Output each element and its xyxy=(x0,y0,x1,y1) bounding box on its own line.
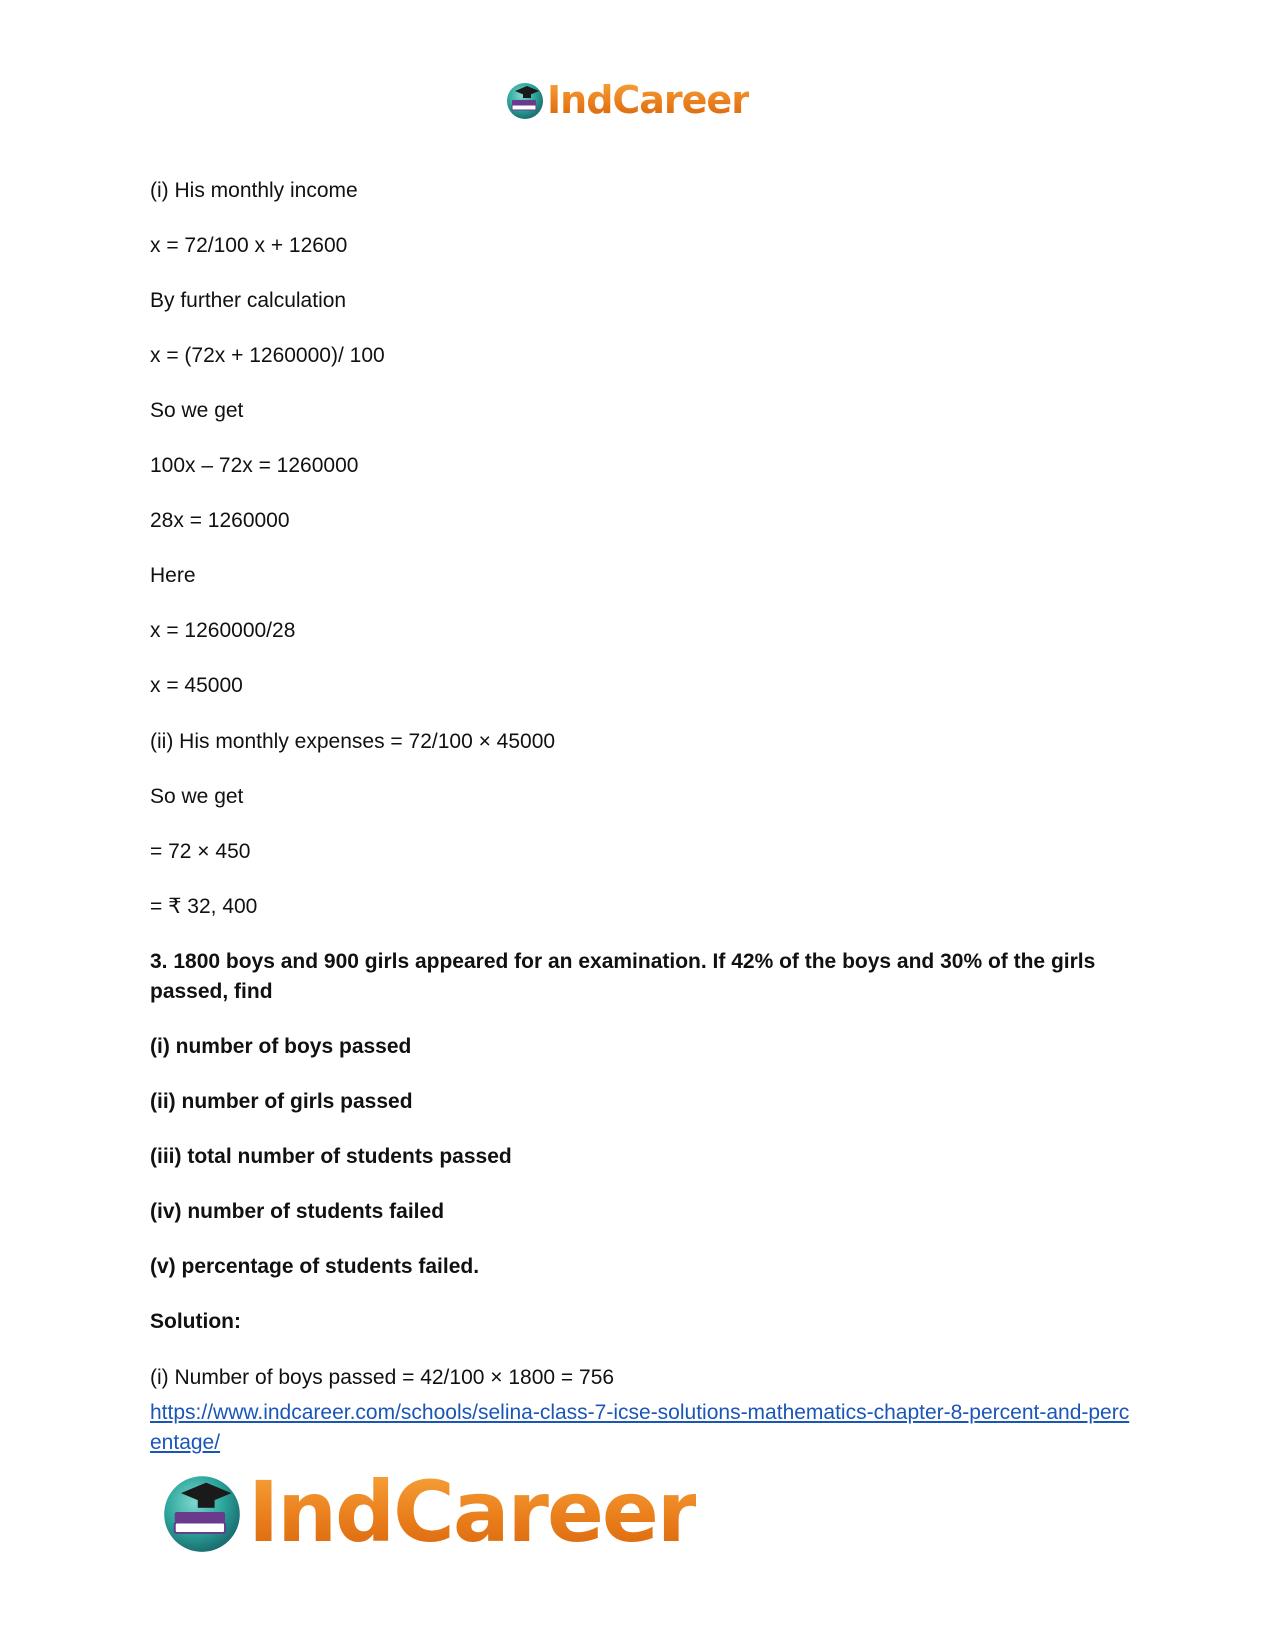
source-link[interactable]: https://www.indcareer.com/schools/selina-class-7-icse-solutions-mathematics-chapter-8-percent-and-percentage/ xyxy=(150,1401,1130,1454)
indcareer-logo-bottom xyxy=(160,1463,697,1561)
question-text: 3. 1800 boys and 900 girls appeared for an examination. If 42% of the boys and 30% of the girls passed, find xyxy=(150,950,1096,1003)
text-line: x = 1260000/28 xyxy=(150,619,296,642)
logo-wordmark: IndCareer xyxy=(547,78,749,122)
logo-wordmark: IndCareer xyxy=(248,1463,697,1561)
question-part: (ii) number of girls passed xyxy=(150,1090,413,1113)
text-line: So we get xyxy=(150,399,244,422)
text-line: x = (72x + 1260000)/ 100 xyxy=(150,344,385,367)
question-part: (iv) number of students failed xyxy=(150,1200,445,1223)
text-line: x = 45000 xyxy=(150,674,243,697)
text-line: 28x = 1260000 xyxy=(150,509,290,532)
text-line: By further calculation xyxy=(150,289,347,312)
text-line: (i) His monthly income xyxy=(150,179,358,202)
question-part: (v) percentage of students failed. xyxy=(150,1255,480,1278)
text-line: (ii) His monthly expenses = 72/100 × 45000 xyxy=(150,730,556,753)
solution-heading: Solution: xyxy=(150,1310,241,1333)
globe-book-icon xyxy=(160,1470,244,1554)
text-line: Here xyxy=(150,564,196,587)
text-line: = 72 × 450 xyxy=(150,840,251,863)
text-line: 100x – 72x = 1260000 xyxy=(150,454,359,477)
question-part: (i) number of boys passed xyxy=(150,1035,412,1058)
globe-book-icon xyxy=(505,80,545,120)
question-part: (iii) total number of students passed xyxy=(150,1145,512,1168)
text-line: = ₹ 32, 400 xyxy=(150,895,258,918)
text-line: So we get xyxy=(150,785,244,808)
indcareer-logo-top xyxy=(505,80,749,120)
solution-line: (i) Number of boys passed = 42/100 × 1800 = 756 xyxy=(150,1366,615,1389)
text-line: x = 72/100 x + 12600 xyxy=(150,234,348,257)
